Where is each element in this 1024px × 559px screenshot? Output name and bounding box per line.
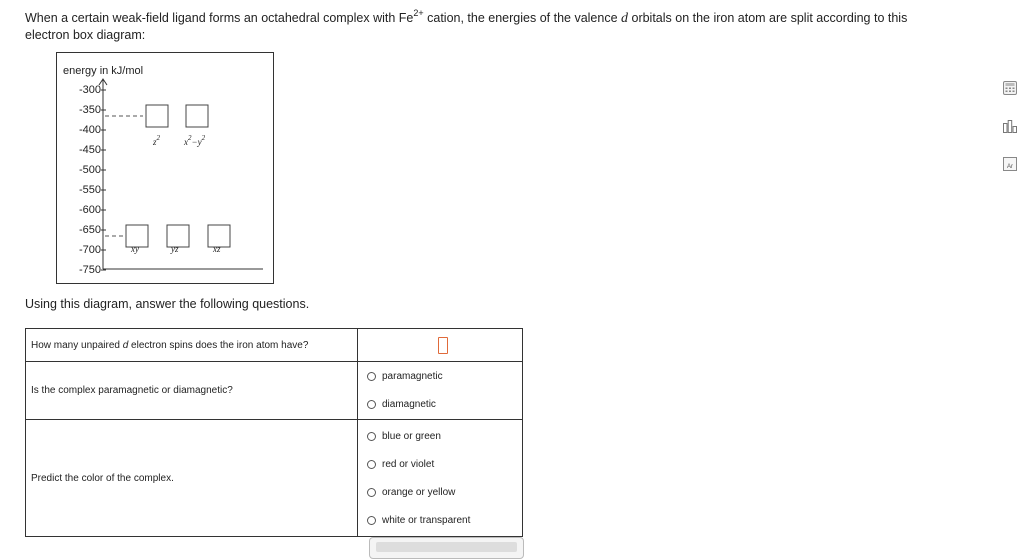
option-label: white or transparent [382, 514, 471, 526]
axis-label: energy in kJ/mol [63, 65, 144, 77]
periodic-table-icon[interactable] [1002, 156, 1018, 172]
question-color: Predict the color of the complex. [26, 420, 358, 537]
radio-icon[interactable] [367, 400, 376, 409]
radio-icon[interactable] [367, 432, 376, 441]
charge-superscript: 2+ [413, 8, 424, 18]
question-row-magnetism [26, 362, 523, 420]
answer-cell-unpaired [358, 329, 523, 362]
y-tick-label: -550 [78, 184, 101, 196]
option-diamagnetic[interactable] [363, 391, 522, 419]
y-tick-label: -500 [78, 164, 101, 176]
next-button-area[interactable] [369, 537, 524, 559]
radio-icon[interactable] [367, 460, 376, 469]
electron-box-diagram [56, 52, 274, 284]
y-tick-label: -400 [78, 124, 101, 136]
y-tick-label: -350 [78, 104, 101, 116]
option-blue-green[interactable] [363, 422, 522, 450]
bar-chart-icon[interactable] [1002, 118, 1018, 134]
diagram-svg [57, 53, 275, 285]
orbital-label-yz: yz [171, 244, 179, 254]
radio-icon[interactable] [367, 516, 376, 525]
option-white-transparent[interactable] [363, 506, 522, 534]
option-red-violet[interactable] [363, 450, 522, 478]
orbital-label-xy: xy [131, 244, 139, 254]
answer-cell-magnetism [358, 362, 523, 420]
y-tick-label: -300 [78, 84, 101, 96]
calculator-icon[interactable] [1002, 80, 1018, 96]
option-label: orange or yellow [382, 486, 456, 498]
problem-statement [25, 10, 955, 43]
orbital-box-z2[interactable] [146, 105, 168, 127]
y-tick-label: -700 [78, 244, 101, 256]
y-tick-label: -450 [78, 144, 101, 156]
option-label: diamagnetic [382, 399, 436, 410]
y-tick-label: -650 [78, 224, 101, 236]
question-row-color [26, 420, 523, 537]
question-table [25, 328, 523, 537]
question-unpaired: How many unpaired d electron spins does the iron atom have? [26, 329, 358, 362]
y-tick-label: -600 [78, 204, 101, 216]
intro-text-3: orbitals on the iron atom are split according to this electron box diagram: [25, 11, 908, 42]
option-label: red or violet [382, 458, 435, 470]
radio-icon[interactable] [367, 372, 376, 381]
svg-text:Ar: Ar [1007, 164, 1013, 170]
option-label: paramagnetic [382, 371, 443, 382]
question-intro: Using this diagram, answer the following questions. [25, 297, 310, 311]
intro-text-2: cation, the energies of the valence [423, 11, 622, 25]
question-magnetism: Is the complex paramagnetic or diamagnetic? [26, 362, 358, 420]
option-orange-yellow[interactable] [363, 478, 522, 506]
d-symbol: d [621, 11, 629, 26]
orbital-label-z2: $z^2$ [153, 134, 161, 147]
radio-icon[interactable] [367, 488, 376, 497]
orbital-label-xz: xz [213, 244, 221, 254]
y-tick-label: -750 [78, 264, 101, 276]
orbital-box-x2-y2[interactable] [186, 105, 208, 127]
orbital-label-x2-y2: $x^2-y^2$ [184, 134, 206, 147]
question-row-unpaired [26, 329, 523, 362]
option-label: blue or green [382, 430, 441, 442]
answer-cell-color [358, 420, 523, 537]
unpaired-count-input[interactable] [438, 337, 448, 354]
option-paramagnetic[interactable] [363, 363, 522, 391]
intro-text-1: When a certain weak-field ligand forms an octahedral complex with Fe [25, 11, 414, 25]
